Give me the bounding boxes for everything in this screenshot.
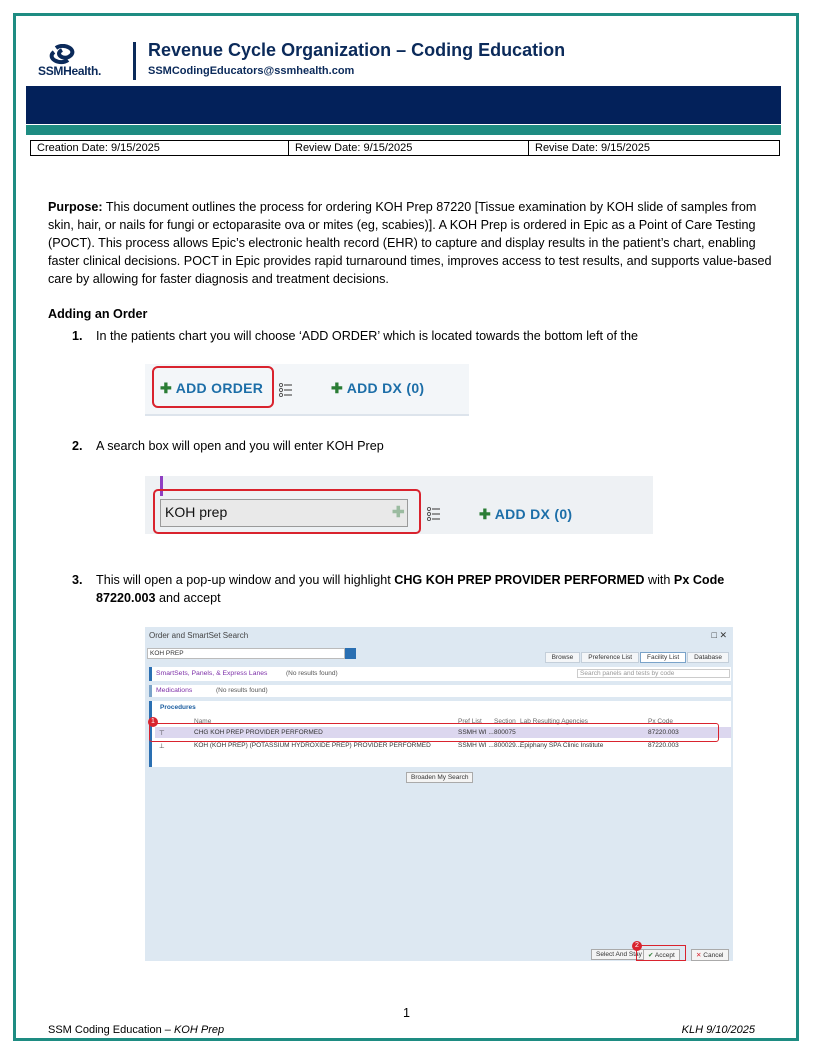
step-text: In the patients chart you will choose ‘ADD ORDER’ which is located towards the bottom left of the (96, 329, 639, 343)
accept-highlight (636, 945, 686, 961)
row-name: CHG KOH PREP PROVIDER PERFORMED (194, 729, 323, 736)
col-agencies: Lab Resulting Agencies (520, 718, 588, 725)
add-order-screenshot (145, 364, 469, 416)
add-dx-label: ADD DX (0) (346, 380, 425, 396)
tab-database[interactable]: Database (687, 652, 729, 663)
tab-facility-list[interactable]: Facility List (640, 652, 686, 663)
selected-row-highlight (149, 723, 719, 742)
order-search-window (145, 627, 733, 961)
tab-preference-list[interactable]: Preference List (581, 652, 639, 663)
close-icon: ✕ (696, 952, 702, 959)
logo-brand: SSMHealth. (38, 64, 102, 78)
callout-badge: 1 (148, 717, 158, 727)
teal-band (26, 125, 781, 135)
add-dx-button[interactable] (331, 380, 424, 397)
footer-org: SSM Coding Education – (48, 1024, 174, 1036)
step-number: 2. (72, 439, 83, 453)
col-name: Name (194, 718, 212, 725)
purpose-text: This document outlines the process for ordering KOH Prep 87220 [Tissue examination by KOH slide of samples from skin, hair, or nails for fungi or ectoparasite ova or mites (eg, scabies)]. A KOH Prep is ordered in Epic as a Point of Care Testing (POCT). This process allows Epic’s electronic health record (EHR) to capture and display results in the patient’s chart, enabling faster clinical decisions. POCT in Epic provides rapid turnaround times, improves access to test results, and supports value-based care by allowing for faster diagnosis and treatment decisions. (48, 200, 772, 286)
window-controls[interactable]: □ ✕ (711, 630, 727, 640)
select-and-stay-button[interactable]: Select And Stay (591, 949, 647, 960)
tab-browse[interactable]: Browse (545, 652, 581, 663)
step-text: A search box will open and you will enter KOH Prep (96, 439, 384, 453)
plus-icon[interactable]: ✚ (392, 504, 405, 521)
row-code: 87220.003 (648, 742, 679, 749)
navy-band (26, 86, 781, 124)
footer-doc: KOH Prep (173, 1024, 225, 1036)
footer-right: KLH 9/10/2025 (681, 1024, 755, 1036)
no-results-note: (No results found) (286, 670, 338, 677)
list-icon[interactable] (427, 507, 441, 521)
bottom-strip (145, 534, 653, 548)
step-text-bold: Px Code 87220.003 (96, 573, 725, 605)
smartsets-panel (149, 667, 731, 681)
step-text-part: and accept (155, 591, 221, 605)
row-section: 800075 (494, 729, 516, 736)
row-pref: SSMH WI ... (458, 729, 494, 736)
order-icon: ⊥ (159, 743, 165, 750)
creation-date: Creation Date: 9/15/2025 (31, 141, 289, 155)
plus-icon: ✚ (479, 506, 492, 522)
header-divider (133, 42, 136, 80)
smartsets-label[interactable]: SmartSets, Panels, & Express Lanes (156, 670, 268, 677)
row-section: 800029... (494, 742, 522, 749)
header-title: Revenue Cycle Organization – Coding Education (148, 40, 566, 60)
add-dx-label: ADD DX (0) (494, 506, 573, 522)
search-box-screenshot (145, 476, 653, 548)
row-code: 87220.003 (648, 729, 679, 736)
order-search-input[interactable]: KOH prep (160, 499, 408, 527)
search-icon[interactable] (345, 648, 356, 659)
plus-icon: ✚ (160, 380, 173, 396)
step-text-bold: CHG KOH PREP PROVIDER PERFORMED (394, 573, 645, 587)
list-icon[interactable] (279, 383, 293, 397)
order-search-field[interactable]: KOH PREP (147, 648, 345, 659)
search-tabs (544, 652, 729, 663)
header-email: SSMCodingEducators@ssmhealth.com (148, 65, 355, 77)
step-number: 1. (72, 329, 83, 343)
col-px-code: Px Code (648, 718, 673, 725)
check-icon: ✔ (648, 952, 654, 959)
revise-date: Revise Date: 9/15/2025 (535, 142, 650, 154)
purpose-label: Purpose: (48, 200, 103, 214)
dates-table (30, 140, 780, 156)
window-title: Order and SmartSet Search (149, 631, 249, 640)
page-number: 1 (403, 1006, 411, 1020)
step-text-part: with (644, 573, 674, 587)
review-date: Review Date: 9/15/2025 (289, 141, 529, 155)
step-number: 3. (72, 573, 83, 587)
add-order-button[interactable] (160, 380, 263, 397)
row-name: KOH (KOH PREP) (POTASSIUM HYDROXIDE PREP) PROVIDER PERFORMED (194, 742, 431, 749)
row-agencies: Epiphany SPA Clinic Institute (520, 742, 604, 749)
step-text-part: This will open a pop-up window and you will highlight (96, 573, 395, 587)
panel-search-input[interactable]: Search panels and tests by code (577, 669, 730, 678)
order-icon: ⊤ (159, 730, 165, 737)
medications-panel (149, 685, 731, 697)
plus-icon: ✚ (331, 380, 344, 396)
medications-label[interactable]: Medications (156, 687, 193, 694)
col-pref-list: Pref List (458, 718, 482, 725)
add-dx-button[interactable] (479, 506, 572, 523)
add-order-label: ADD ORDER (175, 380, 264, 396)
no-results-note: (No results found) (216, 687, 268, 694)
procedures-label[interactable]: Procedures (160, 704, 196, 711)
callout-badge: 2 (632, 941, 642, 951)
purpose-paragraph (48, 198, 773, 288)
cancel-label: Cancel (703, 952, 724, 959)
accept-label: Accept (654, 952, 675, 959)
footer-left (48, 1024, 224, 1036)
row-pref: SSMH WI ... (458, 742, 494, 749)
broaden-search-button[interactable]: Broaden My Search (406, 772, 473, 783)
col-section: Section (494, 718, 516, 725)
section-heading: Adding an Order (48, 307, 148, 321)
cancel-button[interactable] (691, 949, 729, 961)
step-text (96, 571, 756, 607)
